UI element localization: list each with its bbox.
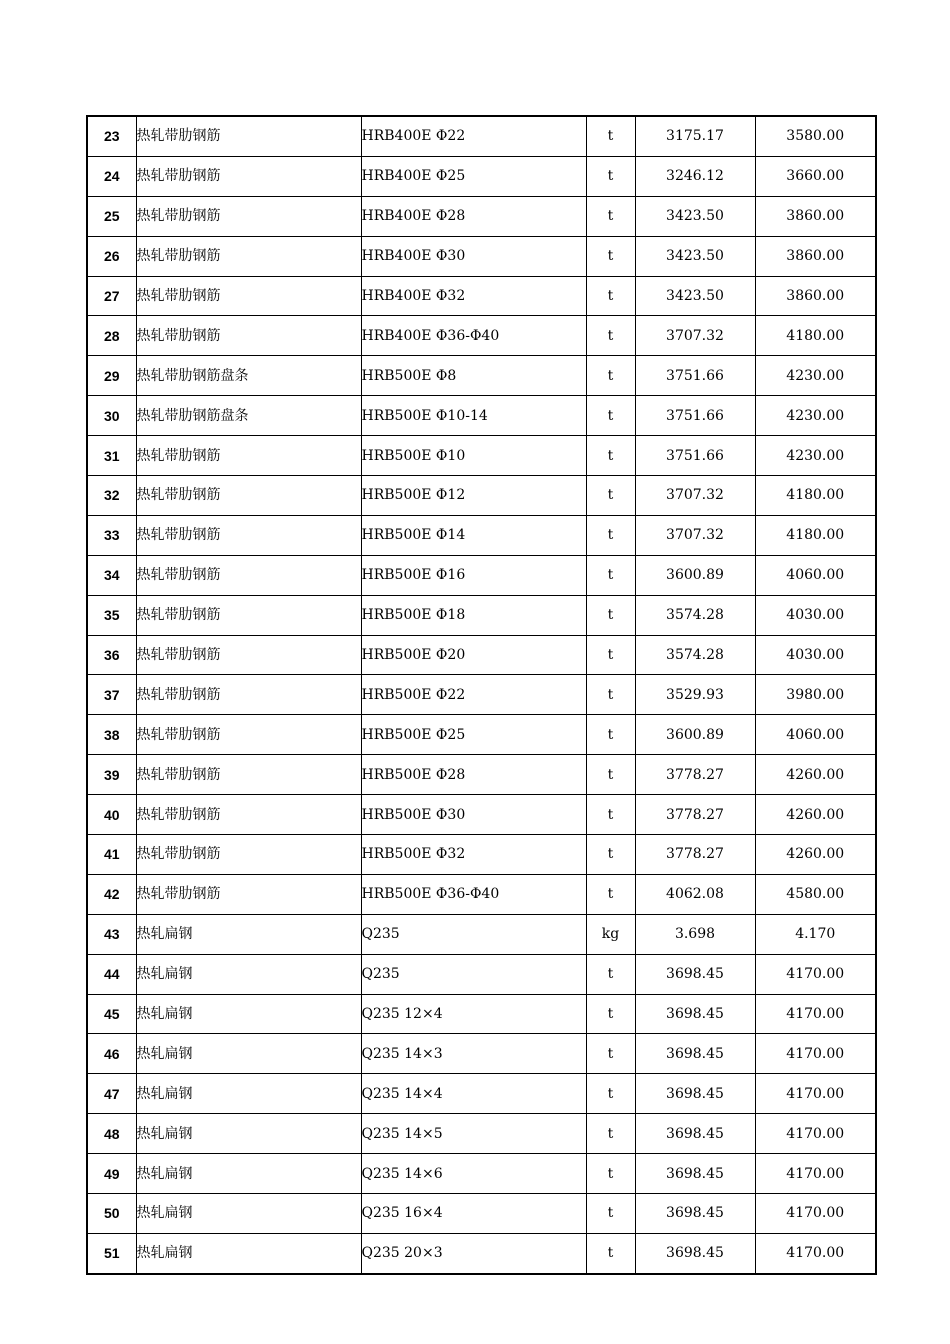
material-spec-cell: HRB500E Φ30	[361, 795, 586, 835]
table-row	[87, 555, 876, 595]
material-name-cell: 热轧扁钢	[136, 1034, 361, 1074]
price-excl-tax-cell: 3698.45	[635, 1034, 755, 1074]
unit-cell: t	[586, 236, 635, 276]
price-incl-tax-cell: 4170.00	[755, 1154, 876, 1194]
price-excl-tax-cell: 3698.45	[635, 994, 755, 1034]
material-name-cell: 热轧带肋钢筋盘条	[136, 356, 361, 396]
price-excl-tax-cell: 3600.89	[635, 555, 755, 595]
table-row	[87, 755, 876, 795]
row-number-cell: 47	[87, 1074, 136, 1114]
price-incl-tax-cell: 4230.00	[755, 436, 876, 476]
table-row	[87, 1114, 876, 1154]
table-row	[87, 396, 876, 436]
row-number-cell: 27	[87, 276, 136, 316]
table-row	[87, 635, 876, 675]
material-name-cell: 热轧带肋钢筋	[136, 196, 361, 236]
price-excl-tax-cell: 3698.45	[635, 1114, 755, 1154]
material-name-cell: 热轧带肋钢筋	[136, 795, 361, 835]
row-number-cell: 35	[87, 595, 136, 635]
material-spec-cell: HRB400E Φ25	[361, 156, 586, 196]
material-spec-cell: HRB500E Φ28	[361, 755, 586, 795]
row-number-cell: 25	[87, 196, 136, 236]
unit-cell: t	[586, 116, 635, 156]
table-row	[87, 316, 876, 356]
unit-cell: t	[586, 356, 635, 396]
material-spec-cell: HRB400E Φ28	[361, 196, 586, 236]
price-incl-tax-cell: 4170.00	[755, 1194, 876, 1234]
price-excl-tax-cell: 3.698	[635, 914, 755, 954]
material-spec-cell: Q235 14×6	[361, 1154, 586, 1194]
unit-cell: t	[586, 715, 635, 755]
row-number-cell: 36	[87, 635, 136, 675]
price-excl-tax-cell: 3707.32	[635, 515, 755, 555]
row-number-cell: 40	[87, 795, 136, 835]
row-number-cell: 38	[87, 715, 136, 755]
row-number-cell: 48	[87, 1114, 136, 1154]
material-spec-cell: HRB500E Φ22	[361, 675, 586, 715]
material-name-cell: 热轧带肋钢筋	[136, 515, 361, 555]
table-row	[87, 954, 876, 994]
row-number-cell: 31	[87, 436, 136, 476]
material-name-cell: 热轧带肋钢筋	[136, 436, 361, 476]
row-number-cell: 41	[87, 835, 136, 875]
material-spec-cell: HRB500E Φ8	[361, 356, 586, 396]
unit-cell: t	[586, 755, 635, 795]
material-spec-cell: Q235 14×3	[361, 1034, 586, 1074]
material-spec-cell: Q235	[361, 914, 586, 954]
price-incl-tax-cell: 4170.00	[755, 1233, 876, 1273]
price-excl-tax-cell: 3751.66	[635, 396, 755, 436]
row-number-cell: 33	[87, 515, 136, 555]
price-incl-tax-cell: 4170.00	[755, 954, 876, 994]
row-number-cell: 49	[87, 1154, 136, 1194]
row-number-cell: 51	[87, 1233, 136, 1273]
row-number-cell: 30	[87, 396, 136, 436]
table-row	[87, 276, 876, 316]
unit-cell: t	[586, 476, 635, 516]
price-incl-tax-cell: 4260.00	[755, 795, 876, 835]
material-spec-cell: Q235 14×5	[361, 1114, 586, 1154]
price-incl-tax-cell: 4030.00	[755, 595, 876, 635]
table-row	[87, 994, 876, 1034]
price-incl-tax-cell: 4170.00	[755, 1114, 876, 1154]
price-excl-tax-cell: 3698.45	[635, 1194, 755, 1234]
row-number-cell: 29	[87, 356, 136, 396]
unit-cell: t	[586, 635, 635, 675]
material-spec-cell: Q235 16×4	[361, 1194, 586, 1234]
price-incl-tax-cell: 4030.00	[755, 635, 876, 675]
price-incl-tax-cell: 4260.00	[755, 755, 876, 795]
price-incl-tax-cell: 4170.00	[755, 1034, 876, 1074]
row-number-cell: 44	[87, 954, 136, 994]
unit-cell: t	[586, 994, 635, 1034]
table-row	[87, 595, 876, 635]
unit-cell: t	[586, 1114, 635, 1154]
price-incl-tax-cell: 4.170	[755, 914, 876, 954]
unit-cell: t	[586, 396, 635, 436]
material-name-cell: 热轧扁钢	[136, 1194, 361, 1234]
price-excl-tax-cell: 3698.45	[635, 954, 755, 994]
price-incl-tax-cell: 3660.00	[755, 156, 876, 196]
material-spec-cell: Q235 20×3	[361, 1233, 586, 1273]
table-body	[87, 116, 876, 1274]
unit-cell: t	[586, 675, 635, 715]
unit-cell: t	[586, 874, 635, 914]
material-name-cell: 热轧带肋钢筋	[136, 476, 361, 516]
material-name-cell: 热轧带肋钢筋	[136, 156, 361, 196]
price-incl-tax-cell: 3860.00	[755, 196, 876, 236]
unit-cell: kg	[586, 914, 635, 954]
table-row	[87, 156, 876, 196]
table-row	[87, 715, 876, 755]
price-excl-tax-cell: 3778.27	[635, 835, 755, 875]
table-row	[87, 835, 876, 875]
material-spec-cell: Q235	[361, 954, 586, 994]
table-row	[87, 1154, 876, 1194]
unit-cell: t	[586, 1233, 635, 1273]
price-excl-tax-cell: 3778.27	[635, 795, 755, 835]
unit-cell: t	[586, 555, 635, 595]
material-spec-cell: HRB500E Φ10-14	[361, 396, 586, 436]
material-spec-cell: HRB500E Φ18	[361, 595, 586, 635]
unit-cell: t	[586, 316, 635, 356]
price-excl-tax-cell: 4062.08	[635, 874, 755, 914]
material-name-cell: 热轧带肋钢筋	[136, 316, 361, 356]
table-row	[87, 356, 876, 396]
table-row	[87, 515, 876, 555]
price-excl-tax-cell: 3698.45	[635, 1233, 755, 1273]
price-incl-tax-cell: 4170.00	[755, 1074, 876, 1114]
table-row	[87, 1194, 876, 1234]
material-name-cell: 热轧带肋钢筋	[136, 675, 361, 715]
material-spec-cell: Q235 12×4	[361, 994, 586, 1034]
unit-cell: t	[586, 156, 635, 196]
material-spec-cell: HRB400E Φ22	[361, 116, 586, 156]
row-number-cell: 39	[87, 755, 136, 795]
unit-cell: t	[586, 1034, 635, 1074]
row-number-cell: 46	[87, 1034, 136, 1074]
material-name-cell: 热轧扁钢	[136, 1074, 361, 1114]
price-incl-tax-cell: 4260.00	[755, 835, 876, 875]
material-spec-cell: HRB500E Φ32	[361, 835, 586, 875]
material-name-cell: 热轧扁钢	[136, 1114, 361, 1154]
price-excl-tax-cell: 3175.17	[635, 116, 755, 156]
row-number-cell: 24	[87, 156, 136, 196]
unit-cell: t	[586, 954, 635, 994]
unit-cell: t	[586, 196, 635, 236]
row-number-cell: 34	[87, 555, 136, 595]
material-spec-cell: HRB500E Φ14	[361, 515, 586, 555]
table-row	[87, 476, 876, 516]
material-name-cell: 热轧带肋钢筋	[136, 715, 361, 755]
material-spec-cell: HRB400E Φ30	[361, 236, 586, 276]
price-excl-tax-cell: 3246.12	[635, 156, 755, 196]
row-number-cell: 50	[87, 1194, 136, 1234]
price-excl-tax-cell: 3574.28	[635, 595, 755, 635]
price-incl-tax-cell: 4180.00	[755, 476, 876, 516]
table-row	[87, 795, 876, 835]
row-number-cell: 43	[87, 914, 136, 954]
price-incl-tax-cell: 3860.00	[755, 236, 876, 276]
table-row	[87, 1233, 876, 1273]
unit-cell: t	[586, 595, 635, 635]
price-excl-tax-cell: 3751.66	[635, 356, 755, 396]
material-name-cell: 热轧带肋钢筋	[136, 236, 361, 276]
price-incl-tax-cell: 3860.00	[755, 276, 876, 316]
price-excl-tax-cell: 3707.32	[635, 476, 755, 516]
price-incl-tax-cell: 4170.00	[755, 994, 876, 1034]
material-name-cell: 热轧带肋钢筋	[136, 276, 361, 316]
material-spec-cell: HRB400E Φ36-Φ40	[361, 316, 586, 356]
unit-cell: t	[586, 515, 635, 555]
row-number-cell: 45	[87, 994, 136, 1034]
price-excl-tax-cell: 3707.32	[635, 316, 755, 356]
price-excl-tax-cell: 3698.45	[635, 1074, 755, 1114]
price-excl-tax-cell: 3423.50	[635, 236, 755, 276]
table-row	[87, 1074, 876, 1114]
material-spec-cell: HRB500E Φ10	[361, 436, 586, 476]
material-name-cell: 热轧带肋钢筋盘条	[136, 396, 361, 436]
material-name-cell: 热轧带肋钢筋	[136, 635, 361, 675]
row-number-cell: 37	[87, 675, 136, 715]
row-number-cell: 26	[87, 236, 136, 276]
material-spec-cell: HRB500E Φ36-Φ40	[361, 874, 586, 914]
table-row	[87, 874, 876, 914]
price-incl-tax-cell: 4180.00	[755, 316, 876, 356]
material-name-cell: 热轧带肋钢筋	[136, 595, 361, 635]
material-name-cell: 热轧扁钢	[136, 954, 361, 994]
unit-cell: t	[586, 795, 635, 835]
row-number-cell: 42	[87, 874, 136, 914]
material-spec-cell: HRB500E Φ20	[361, 635, 586, 675]
material-name-cell: 热轧带肋钢筋	[136, 755, 361, 795]
unit-cell: t	[586, 1154, 635, 1194]
price-incl-tax-cell: 4580.00	[755, 874, 876, 914]
unit-cell: t	[586, 1074, 635, 1114]
price-excl-tax-cell: 3423.50	[635, 276, 755, 316]
price-excl-tax-cell: 3778.27	[635, 755, 755, 795]
material-name-cell: 热轧带肋钢筋	[136, 555, 361, 595]
material-spec-cell: HRB500E Φ25	[361, 715, 586, 755]
price-excl-tax-cell: 3600.89	[635, 715, 755, 755]
price-incl-tax-cell: 3980.00	[755, 675, 876, 715]
price-excl-tax-cell: 3423.50	[635, 196, 755, 236]
price-excl-tax-cell: 3574.28	[635, 635, 755, 675]
material-name-cell: 热轧扁钢	[136, 994, 361, 1034]
table-row	[87, 914, 876, 954]
price-excl-tax-cell: 3751.66	[635, 436, 755, 476]
price-incl-tax-cell: 4060.00	[755, 555, 876, 595]
table-row	[87, 675, 876, 715]
material-spec-cell: HRB500E Φ16	[361, 555, 586, 595]
price-incl-tax-cell: 3580.00	[755, 116, 876, 156]
table-row	[87, 196, 876, 236]
price-table	[86, 115, 877, 1275]
unit-cell: t	[586, 835, 635, 875]
unit-cell: t	[586, 436, 635, 476]
material-name-cell: 热轧扁钢	[136, 1233, 361, 1273]
price-incl-tax-cell: 4230.00	[755, 396, 876, 436]
material-name-cell: 热轧扁钢	[136, 1154, 361, 1194]
table-row	[87, 116, 876, 156]
row-number-cell: 32	[87, 476, 136, 516]
table-row	[87, 236, 876, 276]
material-name-cell: 热轧带肋钢筋	[136, 835, 361, 875]
price-excl-tax-cell: 3698.45	[635, 1154, 755, 1194]
table-row	[87, 1034, 876, 1074]
table-row	[87, 436, 876, 476]
material-spec-cell: HRB400E Φ32	[361, 276, 586, 316]
unit-cell: t	[586, 276, 635, 316]
price-excl-tax-cell: 3529.93	[635, 675, 755, 715]
material-name-cell: 热轧扁钢	[136, 914, 361, 954]
price-incl-tax-cell: 4060.00	[755, 715, 876, 755]
row-number-cell: 23	[87, 116, 136, 156]
material-spec-cell: HRB500E Φ12	[361, 476, 586, 516]
row-number-cell: 28	[87, 316, 136, 356]
material-name-cell: 热轧带肋钢筋	[136, 116, 361, 156]
unit-cell: t	[586, 1194, 635, 1234]
price-incl-tax-cell: 4180.00	[755, 515, 876, 555]
material-spec-cell: Q235 14×4	[361, 1074, 586, 1114]
price-incl-tax-cell: 4230.00	[755, 356, 876, 396]
material-name-cell: 热轧带肋钢筋	[136, 874, 361, 914]
